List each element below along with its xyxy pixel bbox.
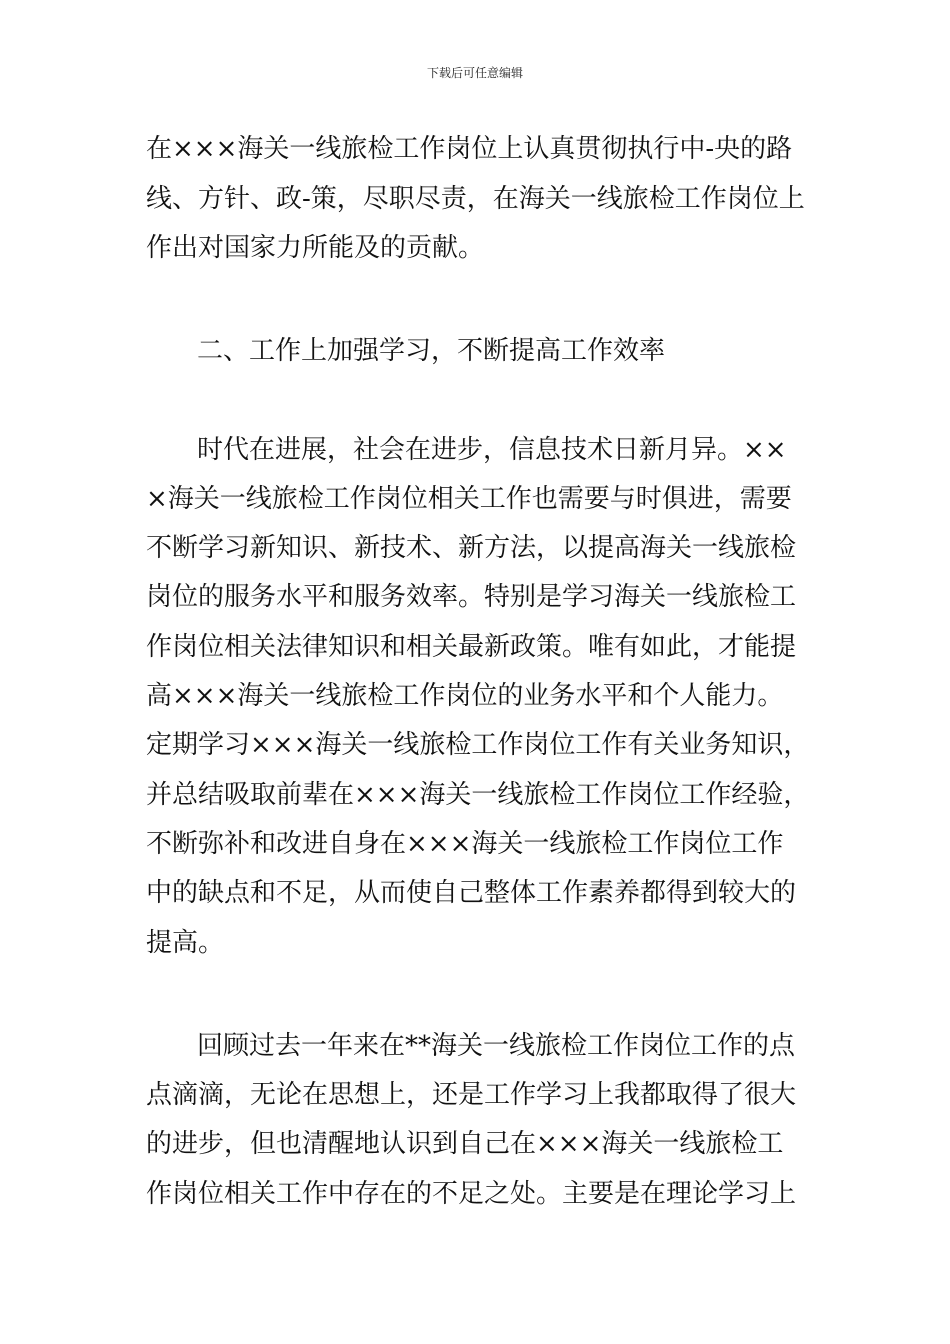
paragraph-3-line-5: 作岗位相关法律知识和相关最新政策。唯有如此，才能提 xyxy=(146,632,797,662)
paragraph-3-line-4: 岗位的服务水平和服务效率。特别是学习海关一线旅检工 xyxy=(146,582,797,612)
page-header: 下载后可任意编辑 xyxy=(426,66,523,80)
paragraph-3-line-7: 定期学习×××海关一线旅检工作岗位工作有关业务知识， xyxy=(146,730,810,760)
paragraph-3-line-2: ×海关一线旅检工作岗位相关工作也需要与时俱进，需要 xyxy=(146,484,792,514)
paragraph-3-line-10: 中的缺点和不足，从而使自己整体工作素养都得到较大的 xyxy=(146,878,797,908)
paragraph-3-line-6: 高×××海关一线旅检工作岗位的业务水平和个人能力。 xyxy=(146,681,784,711)
paragraph-1-line-1: 在×××海关一线旅检工作岗位上认真贯彻执行中-央的路 xyxy=(146,134,793,164)
section-heading: 二、工作上加强学习，不断提高工作效率 xyxy=(197,336,666,366)
paragraph-4-line-2: 点滴滴，无论在思想上，还是工作学习上我都取得了很大 xyxy=(146,1080,797,1110)
paragraph-3-line-1: 时代在进展，社会在进步，信息技术日新月异。×× xyxy=(197,435,787,465)
paragraph-3-line-9: 不断弥补和改进自身在×××海关一线旅检工作岗位工作 xyxy=(146,829,784,859)
paragraph-3-line-11: 提高。 xyxy=(146,928,225,958)
paragraph-4-line-3: 的进步，但也清醒地认识到自己在×××海关一线旅检工 xyxy=(146,1129,784,1159)
paragraph-3-line-8: 并总结吸取前辈在×××海关一线旅检工作岗位工作经验， xyxy=(146,780,810,810)
paragraph-4-line-1: 回顾过去一年来在**海关一线旅检工作岗位工作的点 xyxy=(197,1031,796,1061)
paragraph-4-line-4: 作岗位相关工作中存在的不足之处。主要是在理论学习上 xyxy=(146,1179,797,1209)
paragraph-1-line-3: 作出对国家力所能及的贡献。 xyxy=(146,233,485,263)
paragraph-3-line-3: 不断学习新知识、新技术、新方法，以提高海关一线旅检 xyxy=(146,533,797,563)
paragraph-1-line-2: 线、方针、政-策，尽职尽责，在海关一线旅检工作岗位上 xyxy=(146,184,805,214)
